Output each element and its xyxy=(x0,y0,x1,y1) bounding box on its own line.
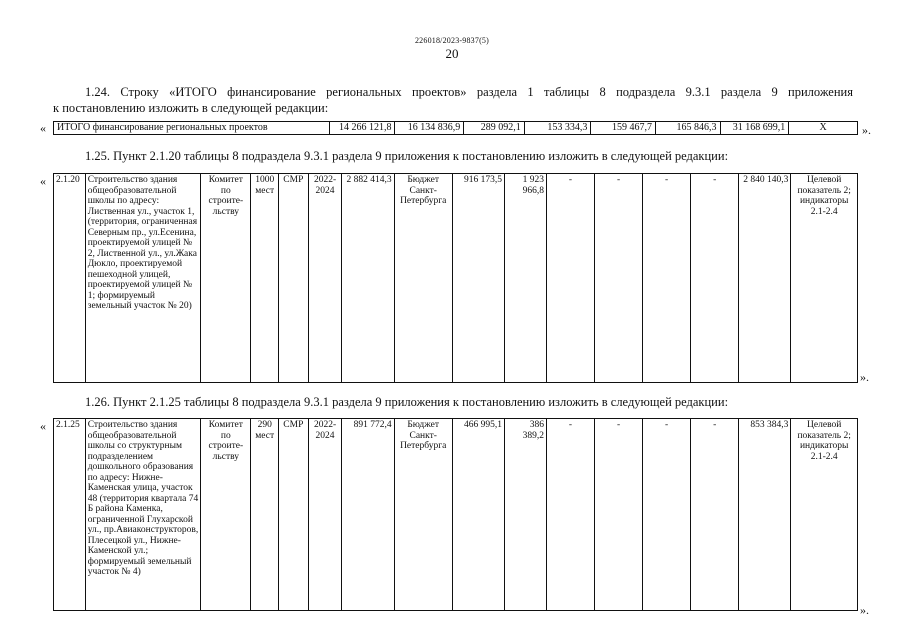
row-indicator: Целевой показатель 2; индикаторы 2.1-2.4 xyxy=(791,174,858,383)
row-number: 2.1.20 xyxy=(54,174,86,383)
row-y2023: 1 923 966,8 xyxy=(505,174,547,383)
row-total: 891 772,4 xyxy=(342,419,394,611)
row-source: Бюджет Санкт-Петербурга xyxy=(394,419,452,611)
row-indicator: Целевой показатель 2; индикаторы 2.1-2.4 xyxy=(791,419,858,611)
table-row xyxy=(54,174,858,383)
table-2-1-25 xyxy=(53,418,858,611)
page-number: 20 xyxy=(445,46,459,61)
document-number: 226018/2023-9837(5) xyxy=(414,36,489,45)
row-period: 2022-2024 xyxy=(308,174,342,383)
quote-open: « xyxy=(40,121,46,135)
row-y2022: 916 173,5 xyxy=(452,174,504,383)
row-sum: 853 384,3 xyxy=(739,419,791,611)
paragraph-1-25: 1.25. Пункт 2.1.20 таблицы 8 подраздела 9.3.1 раздела 9 приложения к постановлению изложить в следующей редакции: xyxy=(85,149,729,163)
itogo-cell: 153 334,3 xyxy=(524,122,591,135)
row-capacity: 290 мест xyxy=(251,419,279,611)
quote-open: « xyxy=(40,174,46,188)
row-work-type: СМР xyxy=(279,419,309,611)
paragraph-1-24 xyxy=(53,84,853,116)
row-customer: Комитет по строите-льству xyxy=(201,419,251,611)
row-source: Бюджет Санкт-Петербурга xyxy=(394,174,452,383)
row-y2025: - xyxy=(595,174,643,383)
quote-close: ». xyxy=(862,123,871,137)
itogo-cell: X xyxy=(789,122,858,135)
quote-open: « xyxy=(40,419,46,433)
row-y2025: - xyxy=(595,419,643,611)
itogo-cell: 16 134 836,9 xyxy=(395,122,464,135)
paragraph-1-24-line2: к постановлению изложить в следующей редакции: xyxy=(53,101,329,115)
table-2-1-20 xyxy=(53,173,858,383)
row-number: 2.1.25 xyxy=(54,419,86,611)
row-total: 2 882 414,3 xyxy=(342,174,394,383)
table-row xyxy=(54,419,858,611)
row-capacity: 1000 мест xyxy=(251,174,279,383)
row-y2027: - xyxy=(691,174,739,383)
itogo-cell: 165 846,3 xyxy=(655,122,720,135)
quote-close: ». xyxy=(860,370,869,384)
row-sum: 2 840 140,3 xyxy=(739,174,791,383)
row-y2026: - xyxy=(643,419,691,611)
row-y2027: - xyxy=(691,419,739,611)
row-y2022: 466 995,1 xyxy=(452,419,504,611)
row-name: Строительство здания общеобразовательной школы со структурным подразделением дошкольного образования по адресу: Нижне-Каменская улица, участок 48 (территория квартала 74 Б района Каменка, ограниченной Глухарской ул., пр.Авиаконструкторов, Плесецкой ул., Нижне-Каменской ул.; формируемый земельный участок № 4) xyxy=(85,419,201,611)
row-y2024: - xyxy=(546,419,594,611)
quote-close: ». xyxy=(860,603,869,617)
row-customer: Комитет по строите-льству xyxy=(201,174,251,383)
row-period: 2022-2024 xyxy=(308,419,342,611)
itogo-cell: 31 168 699,1 xyxy=(720,122,789,135)
table-row xyxy=(54,122,858,135)
itogo-table xyxy=(53,121,858,135)
paragraph-1-26: 1.26. Пункт 2.1.25 таблицы 8 подраздела 9.3.1 раздела 9 приложения к постановлению изложить в следующей редакции: xyxy=(85,395,729,409)
itogo-cell: 159 467,7 xyxy=(591,122,656,135)
row-work-type: СМР xyxy=(279,174,309,383)
row-name: Строительство здания общеобразовательной школы по адресу: Лиственная ул., участок 1, (территория, ограниченная Северным пр., ул.Есенина, проектируемой улицей № 2, Лиственной ул., ул.Жака Дюкло, проектируемой пешеходной улицей, проектируемой улицей № 1; формируемый земельный участок № 20) xyxy=(85,174,201,383)
paragraph-1-24-line1: 1.24. Строку «ИТОГО финансирование региональных проектов» раздела 1 таблицы 8 подраздела 9.3.1 раздела 9 приложения xyxy=(85,85,853,99)
row-y2024: - xyxy=(546,174,594,383)
itogo-cell: 14 266 121,8 xyxy=(329,122,395,135)
row-y2023: 386 389,2 xyxy=(505,419,547,611)
itogo-cell: 289 092,1 xyxy=(464,122,525,135)
row-y2026: - xyxy=(643,174,691,383)
itogo-label: ИТОГО финансирование региональных проектов xyxy=(54,122,330,135)
